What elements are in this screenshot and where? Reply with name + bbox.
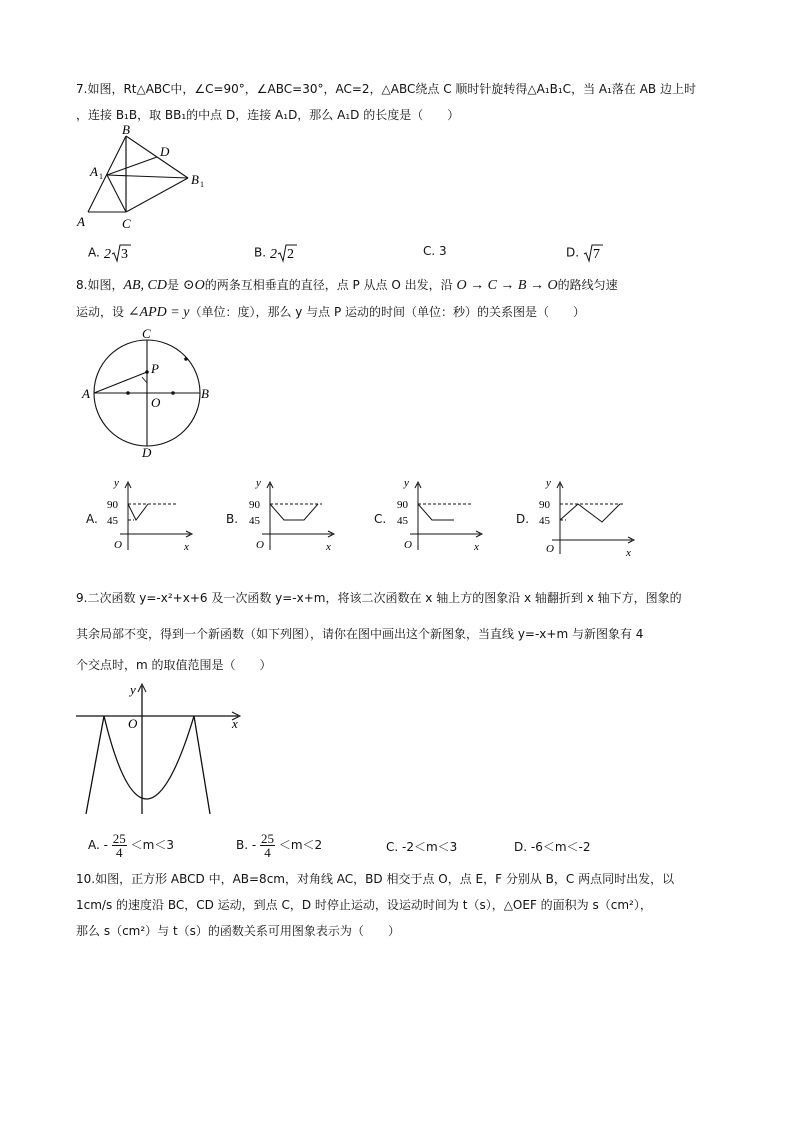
q8-choice-a-graph[interactable] <box>104 478 196 554</box>
q7-label-a1-sub: 1 <box>99 172 103 181</box>
q8-line-1: 8.如图，AB, CD是 ⊙O的两条互相垂直的直径，点 P 从点 O 出发，沿 O → C → B → O的路线匀速 <box>76 278 618 293</box>
svg-text:3: 3 <box>120 247 128 262</box>
svg-text:90: 90 <box>539 499 550 511</box>
question-10-text <box>76 866 726 944</box>
svg-text:45: 45 <box>249 515 260 527</box>
q9-label-y: y <box>130 682 136 697</box>
q7-radical-a <box>104 242 132 264</box>
q7-label-b: B <box>122 124 130 137</box>
question-8-text <box>76 272 726 326</box>
q8-choice-a-letter[interactable]: A. <box>86 512 98 526</box>
q7-figure <box>76 124 216 232</box>
q7-line-1: 7.如图，Rt△ABC中，∠C=90°，∠ABC=30°，AC=2，△ABC绕点 C 顺时针旋转得△A₁B₁C，当 A₁落在 AB 边上时 <box>76 82 696 96</box>
question-7-text <box>76 76 726 128</box>
q10-line-1: 10.如图，正方形 ABCD 中，AB=8cm，对角线 AC，BD 相交于点 O，点 E，F 分别从 B，C 两点同时出发，以 <box>76 872 675 886</box>
q9-choice-d[interactable]: D. -6＜m＜-2 <box>514 840 591 854</box>
q8-choice-c-graph[interactable] <box>394 478 486 554</box>
q9-choice-b[interactable]: B. - $\frac{25}{4}$ ＜m＜2 <box>236 831 323 860</box>
q8-label-b: B <box>201 386 209 401</box>
svg-text:45: 45 <box>397 515 408 527</box>
q8-label-c: C <box>142 326 151 341</box>
svg-text:x: x <box>326 541 331 553</box>
q7-label-a: A <box>77 214 85 229</box>
q9-choice-a-fraction: $\frac{25}{4}$ <box>112 831 126 860</box>
q7-label-d: D <box>160 144 170 159</box>
q8-choice-d-letter[interactable]: D. <box>516 512 530 526</box>
svg-text:2: 2 <box>103 247 111 262</box>
q7-label-b1-sub: 1 <box>200 180 204 189</box>
q9-figure <box>76 682 248 818</box>
q9-choice-a[interactable]: A. - $\frac{25}{4}$ ＜m＜3 <box>88 831 174 860</box>
svg-text:x: x <box>474 541 479 553</box>
q7-choice-d[interactable]: D. 7 <box>566 242 605 264</box>
q9-label-o: O <box>128 716 138 731</box>
svg-text:x: x <box>184 541 189 553</box>
q7-radical-d <box>583 242 605 264</box>
svg-text:2: 2 <box>286 247 294 262</box>
svg-text:O: O <box>114 539 122 551</box>
q9-line-1: 9.二次函数 y=-x²+x+6 及一次函数 y=-x+m，将该二次函数在 x 轴上方的图象沿 x 轴翻折到 x 轴下方，图象的 <box>76 591 682 605</box>
q8-label-d: D <box>142 445 152 460</box>
q9-line-2: 其余局部不变，得到一个新函数（如下列图），请你在图中画出这个新图象，当直线 y=-x+m 与新图象有 4 <box>76 627 644 641</box>
q9-choice-b-fraction: $\frac{25}{4}$ <box>261 831 275 860</box>
q7-choice-b[interactable]: B. 2 2 <box>254 242 298 264</box>
svg-text:7: 7 <box>592 247 600 262</box>
q9-label-x: x <box>232 716 238 731</box>
q8-label-o: O <box>151 395 161 410</box>
svg-text:x: x <box>626 547 631 558</box>
svg-text:45: 45 <box>107 515 118 527</box>
q10-line-3: 那么 s（cm²）与 t（s）的函数关系可用图象表示为（ ） <box>76 924 400 938</box>
svg-text:O: O <box>404 539 412 551</box>
svg-text:y: y <box>404 478 409 489</box>
svg-text:2: 2 <box>269 247 277 262</box>
q8-circle-figure <box>80 326 210 460</box>
svg-text:O: O <box>546 543 554 555</box>
svg-text:90: 90 <box>249 499 260 511</box>
q8-label-a: A <box>82 386 90 401</box>
q8-choice-c-letter[interactable]: C. <box>374 512 387 526</box>
question-9-text <box>76 580 726 678</box>
q10-line-2: 1cm/s 的速度沿 BC，CD 运动，到点 C，D 时停止运动，设运动时间为 t（s），△OEF 的面积为 s（cm²）， <box>76 898 652 912</box>
q9-choice-c[interactable]: C. -2＜m＜3 <box>386 840 458 854</box>
q7-label-a1: A <box>90 164 98 179</box>
svg-text:90: 90 <box>107 499 118 511</box>
q7-radical-b <box>270 242 298 264</box>
q8-choice-d-graph[interactable] <box>536 478 640 558</box>
q8-label-p: P <box>151 361 159 376</box>
q7-choice-a[interactable]: A. 2 3 <box>88 242 132 264</box>
q7-label-c: C <box>122 216 131 231</box>
q7-label-b1: B <box>191 172 199 187</box>
svg-text:O: O <box>256 539 264 551</box>
svg-text:y: y <box>256 478 261 489</box>
q8-choice-b-graph[interactable] <box>246 478 338 554</box>
q9-line-3: 个交点时，m 的取值范围是（ ） <box>76 658 272 672</box>
svg-text:45: 45 <box>539 515 550 527</box>
svg-text:y: y <box>546 478 551 489</box>
q8-line-2: 运动，设 ∠APD = y（单位：度），那么 y 与点 P 运动的时间（单位：秒）的关系图是（ ） <box>76 305 586 320</box>
svg-text:y: y <box>114 478 119 489</box>
q7-line-2: ，连接 B₁B，取 BB₁的中点 D，连接 A₁D，那么 A₁D 的长度是（ ） <box>76 108 460 122</box>
q7-choice-c[interactable]: C. 3 <box>423 244 447 258</box>
svg-text:90: 90 <box>397 499 408 511</box>
q8-choice-b-letter[interactable]: B. <box>226 512 239 526</box>
